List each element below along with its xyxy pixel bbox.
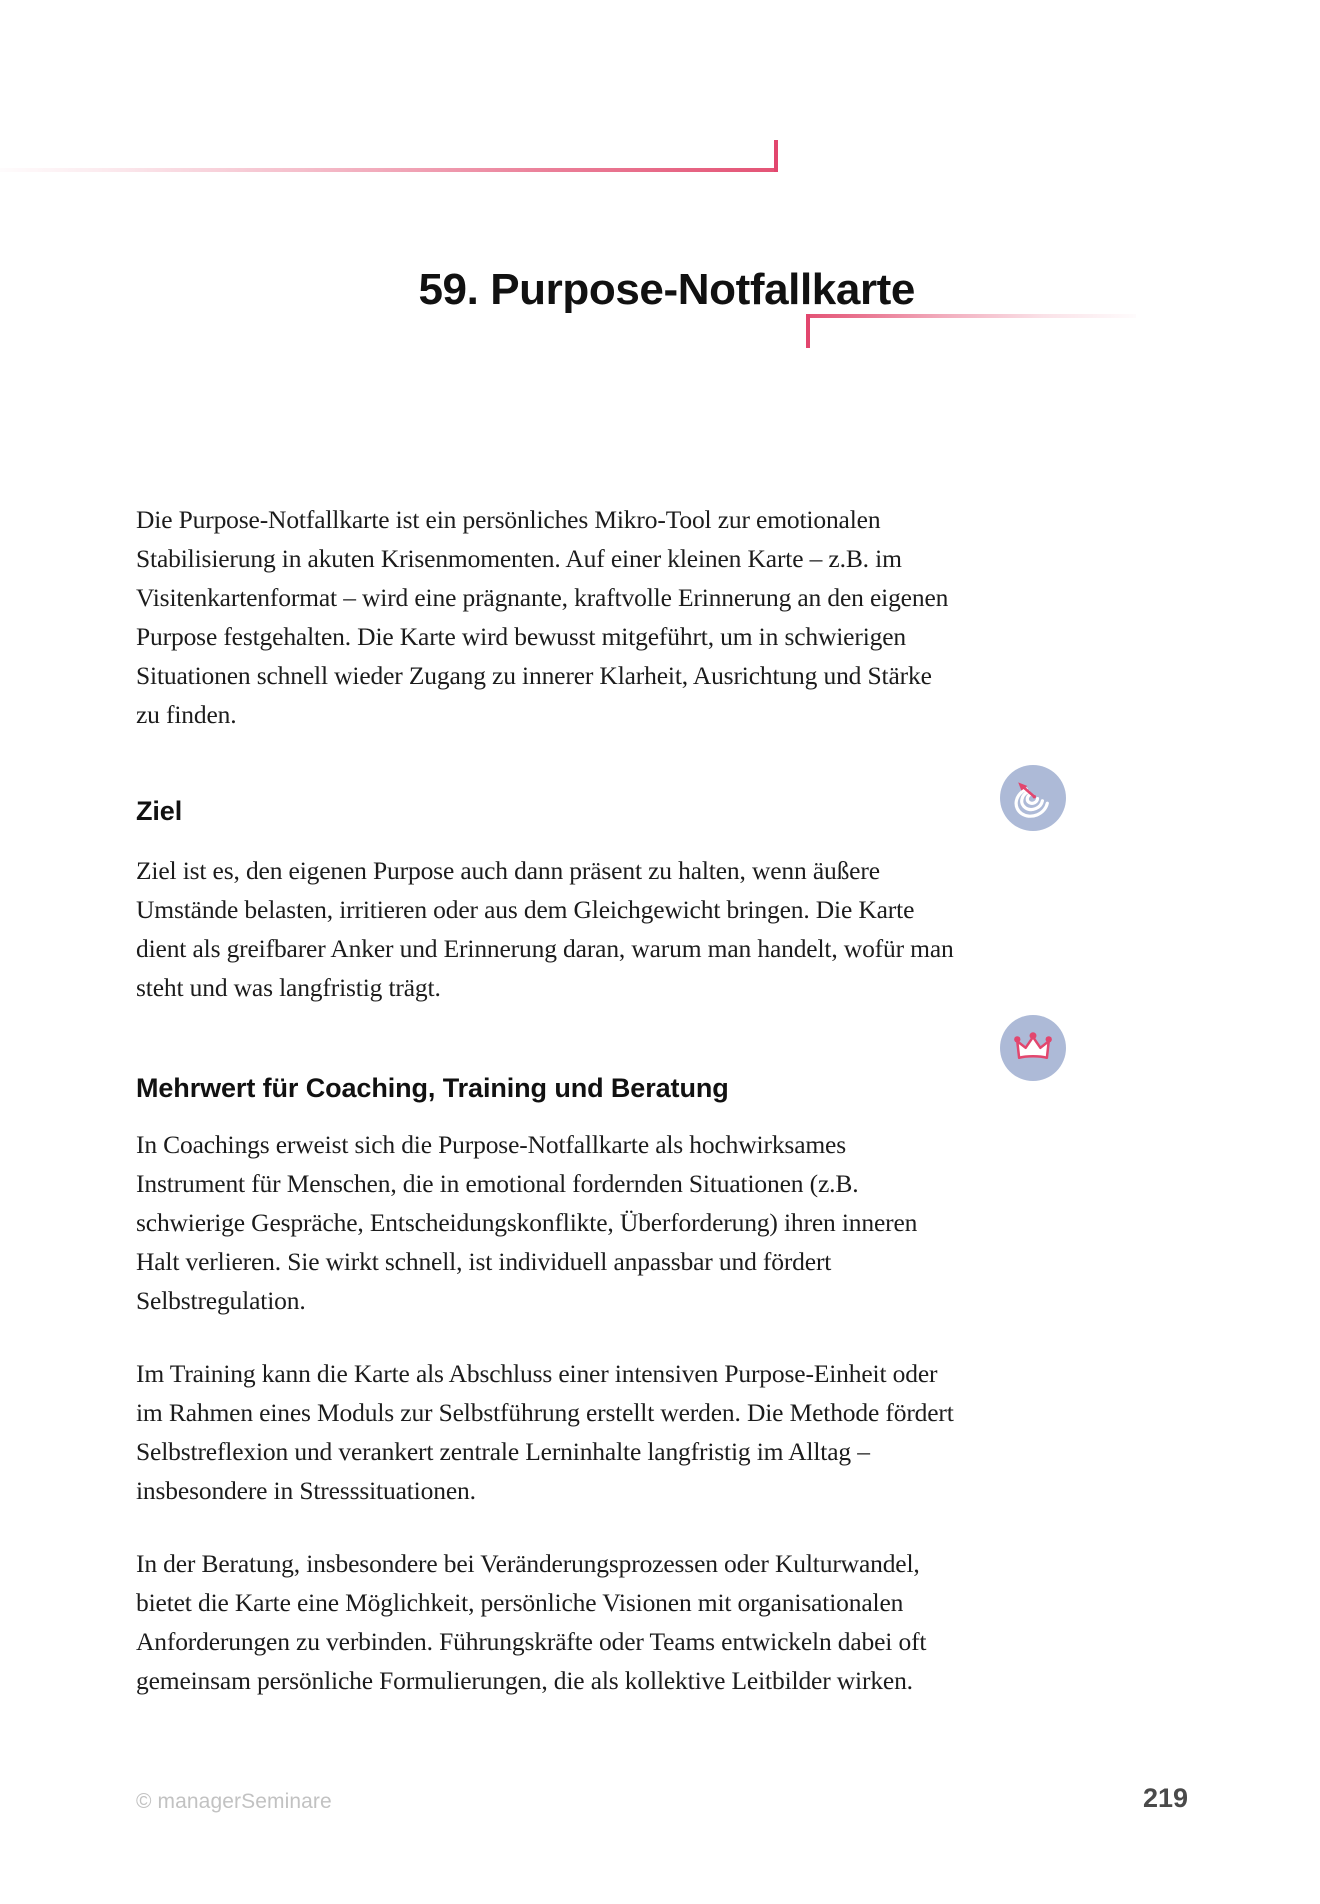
content-column xyxy=(136,500,956,1700)
ziel-heading: Ziel xyxy=(136,796,183,826)
top-accent-rule xyxy=(0,168,778,172)
crown-icon xyxy=(1000,1015,1066,1081)
page-title: 59. Purpose-Notfallkarte xyxy=(418,265,915,314)
section-mehrwert xyxy=(136,1073,956,1700)
page-number: 219 xyxy=(1142,1783,1188,1813)
mehrwert-paragraph-2: Im Training kann die Karte als Abschluss einer intensiven Purpose-Einheit oder im Rahmen eines Moduls zur Selbstführung erstellt werden. Die Methode fördert Selbstreflexion und verankert zentrale Lerninhalte langfristig im Alltag – insbesondere in Stresssituationen. xyxy=(136,1359,954,1505)
mehrwert-heading: Mehrwert für Coaching, Training und Beratung xyxy=(136,1073,729,1103)
copyright-notice: © managerSeminare xyxy=(136,1790,332,1813)
target-icon xyxy=(1000,765,1066,831)
mehrwert-paragraph-3: In der Beratung, insbesondere bei Veränderungsprozessen oder Kulturwandel, bietet die Karte eine Möglichkeit, persönliche Visionen mit organisationalen Anforderungen zu verbinden. Führungskräfte oder Teams entwickeln dabei oft gemeinsam persönliche Formulierungen, die als kollektive Leitbilder wirken. xyxy=(136,1549,927,1695)
section-ziel xyxy=(136,796,956,1007)
ziel-paragraph: Ziel ist es, den eigenen Purpose auch dann präsent zu halten, wenn äußere Umstände belasten, irritieren oder aus dem Gleichgewicht bringen. Die Karte dient als greifbarer Anker und Erinnerung daran, warum man handelt, wofür man steht und was langfristig trägt. xyxy=(136,856,954,1002)
right-accent-tick xyxy=(806,314,810,348)
intro-paragraph: Die Purpose-Notfallkarte ist ein persönliches Mikro-Tool zur emotionalen Stabilisierung in akuten Krisenmomenten. Auf einer kleinen Karte – z.B. im Visitenkartenformat – wird eine prägnante, kraftvolle Erinnerung an den eigenen Purpose festgehalten. Die Karte wird bewusst mitgeführt, um in schwierigen Situationen schnell wieder Zugang zu innerer Klarheit, Ausrichtung und Stärke zu finden. xyxy=(136,505,949,729)
top-accent-tick xyxy=(774,140,778,172)
mehrwert-paragraph-1: In Coachings erweist sich die Purpose-Notfallkarte als hochwirksames Instrument für Menschen, die in emotional fordernden Situationen (z.B. schwierige Gespräche, Entscheidungskonflikte, Überforderung) ihren inneren Halt verlieren. Sie wirkt schnell, ist individuell anpassbar und fördert Selbstregulation. xyxy=(136,1130,918,1315)
